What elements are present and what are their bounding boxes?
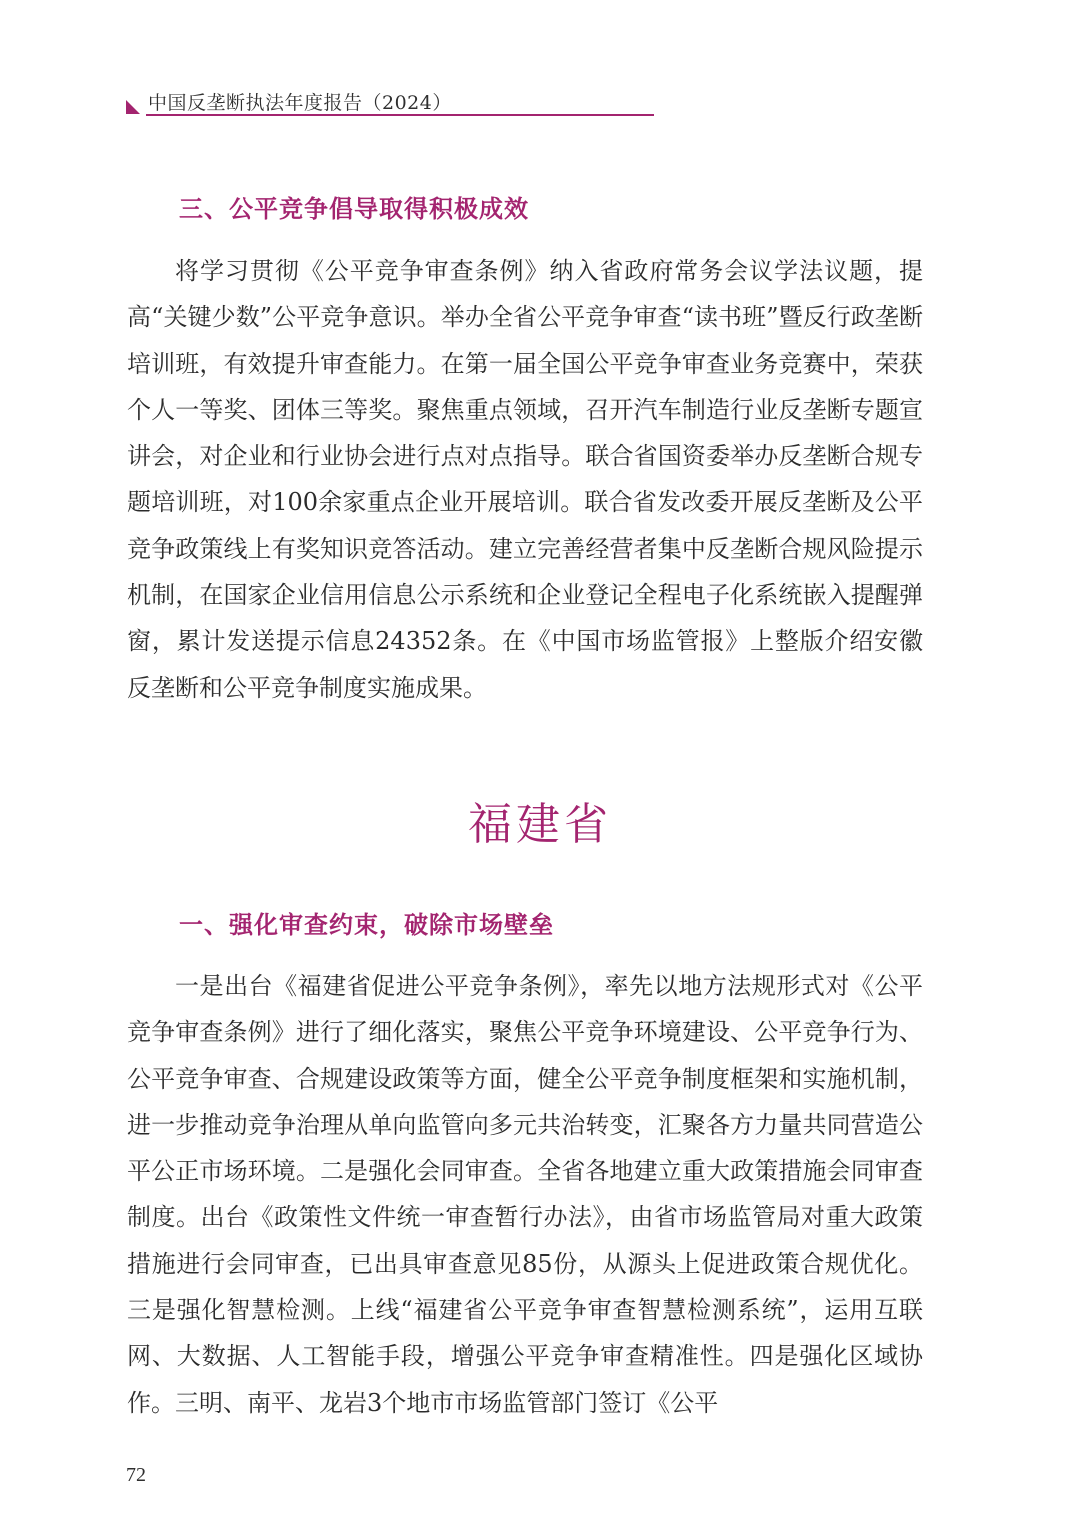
header-triangle-mark [126,100,140,114]
header-rule [146,114,654,116]
paragraph-advocacy: 将学习贯彻《公平竞争审查条例》纳入省政府常务会议学法议题，提高“关键少数”公平竞争意识。举办全省公平竞争审查“读书班”暨反行政垄断培训班，有效提升审查能力。在第一届全国公平竞争审查业务竞赛中，荣获个人一等奖、团体三等奖。聚焦重点领域，召开汽车制造行业反垄断专题宣讲会，对企业和行业协会进行点对点指导。联合省国资委举办反垄断合规专题培训班，对100余家重点企业开展培训。联合省发改委开展反垄断及公平竞争政策线上有奖知识竞答活动。建立完善经营者集中反垄断合规风险提示机制，在国家企业信用信息公示系统和企业登记全程电子化系统嵌入提醒弹窗，累计发送提示信息24352条。在《中国市场监管报》上整版介绍安徽反垄断和公平竞争制度实施成果。 [127,257,923,702]
page-number: 72 [126,1464,146,1486]
header-title: 中国反垄断执法年度报告（2024） [148,92,452,114]
section-heading-public-competition-advocacy: 三、公平竞争倡导取得积极成效 [179,195,529,223]
province-title: 福建省 [468,799,612,850]
paragraph-review-constraints: 一是出台《福建省促进公平竞争条例》，率先以地方法规形式对《公平竞争审查条例》进行了细化落实，聚焦公平竞争环境建设、公平竞争行为、公平竞争审查、合规建设政策等方面，健全公平竞争制度框架和实施机制，进一步推动竞争治理从单向监管向多元共治转变，汇聚各方力量共同营造公平公正市场环境。二是强化会同审查。全省各地建立重大政策措施会同审查制度。出台《政策性文件统一审查暂行办法》，由省市场监管局对重大政策措施进行会同审查，已出具审查意见85份，从源头上促进政策合规优化。三是强化智慧检测。上线“福建省公平竞争审查智慧检测系统”，运用互联网、大数据、人工智能手段，增强公平竞争审查精准性。四是强化区域协作。三明、南平、龙岩3个地市市场监管部门签订《公平 [127,972,923,1417]
running-header [126,86,654,116]
section-heading-review-constraints: 一、强化审查约束，破除市场壁垒 [179,911,554,939]
